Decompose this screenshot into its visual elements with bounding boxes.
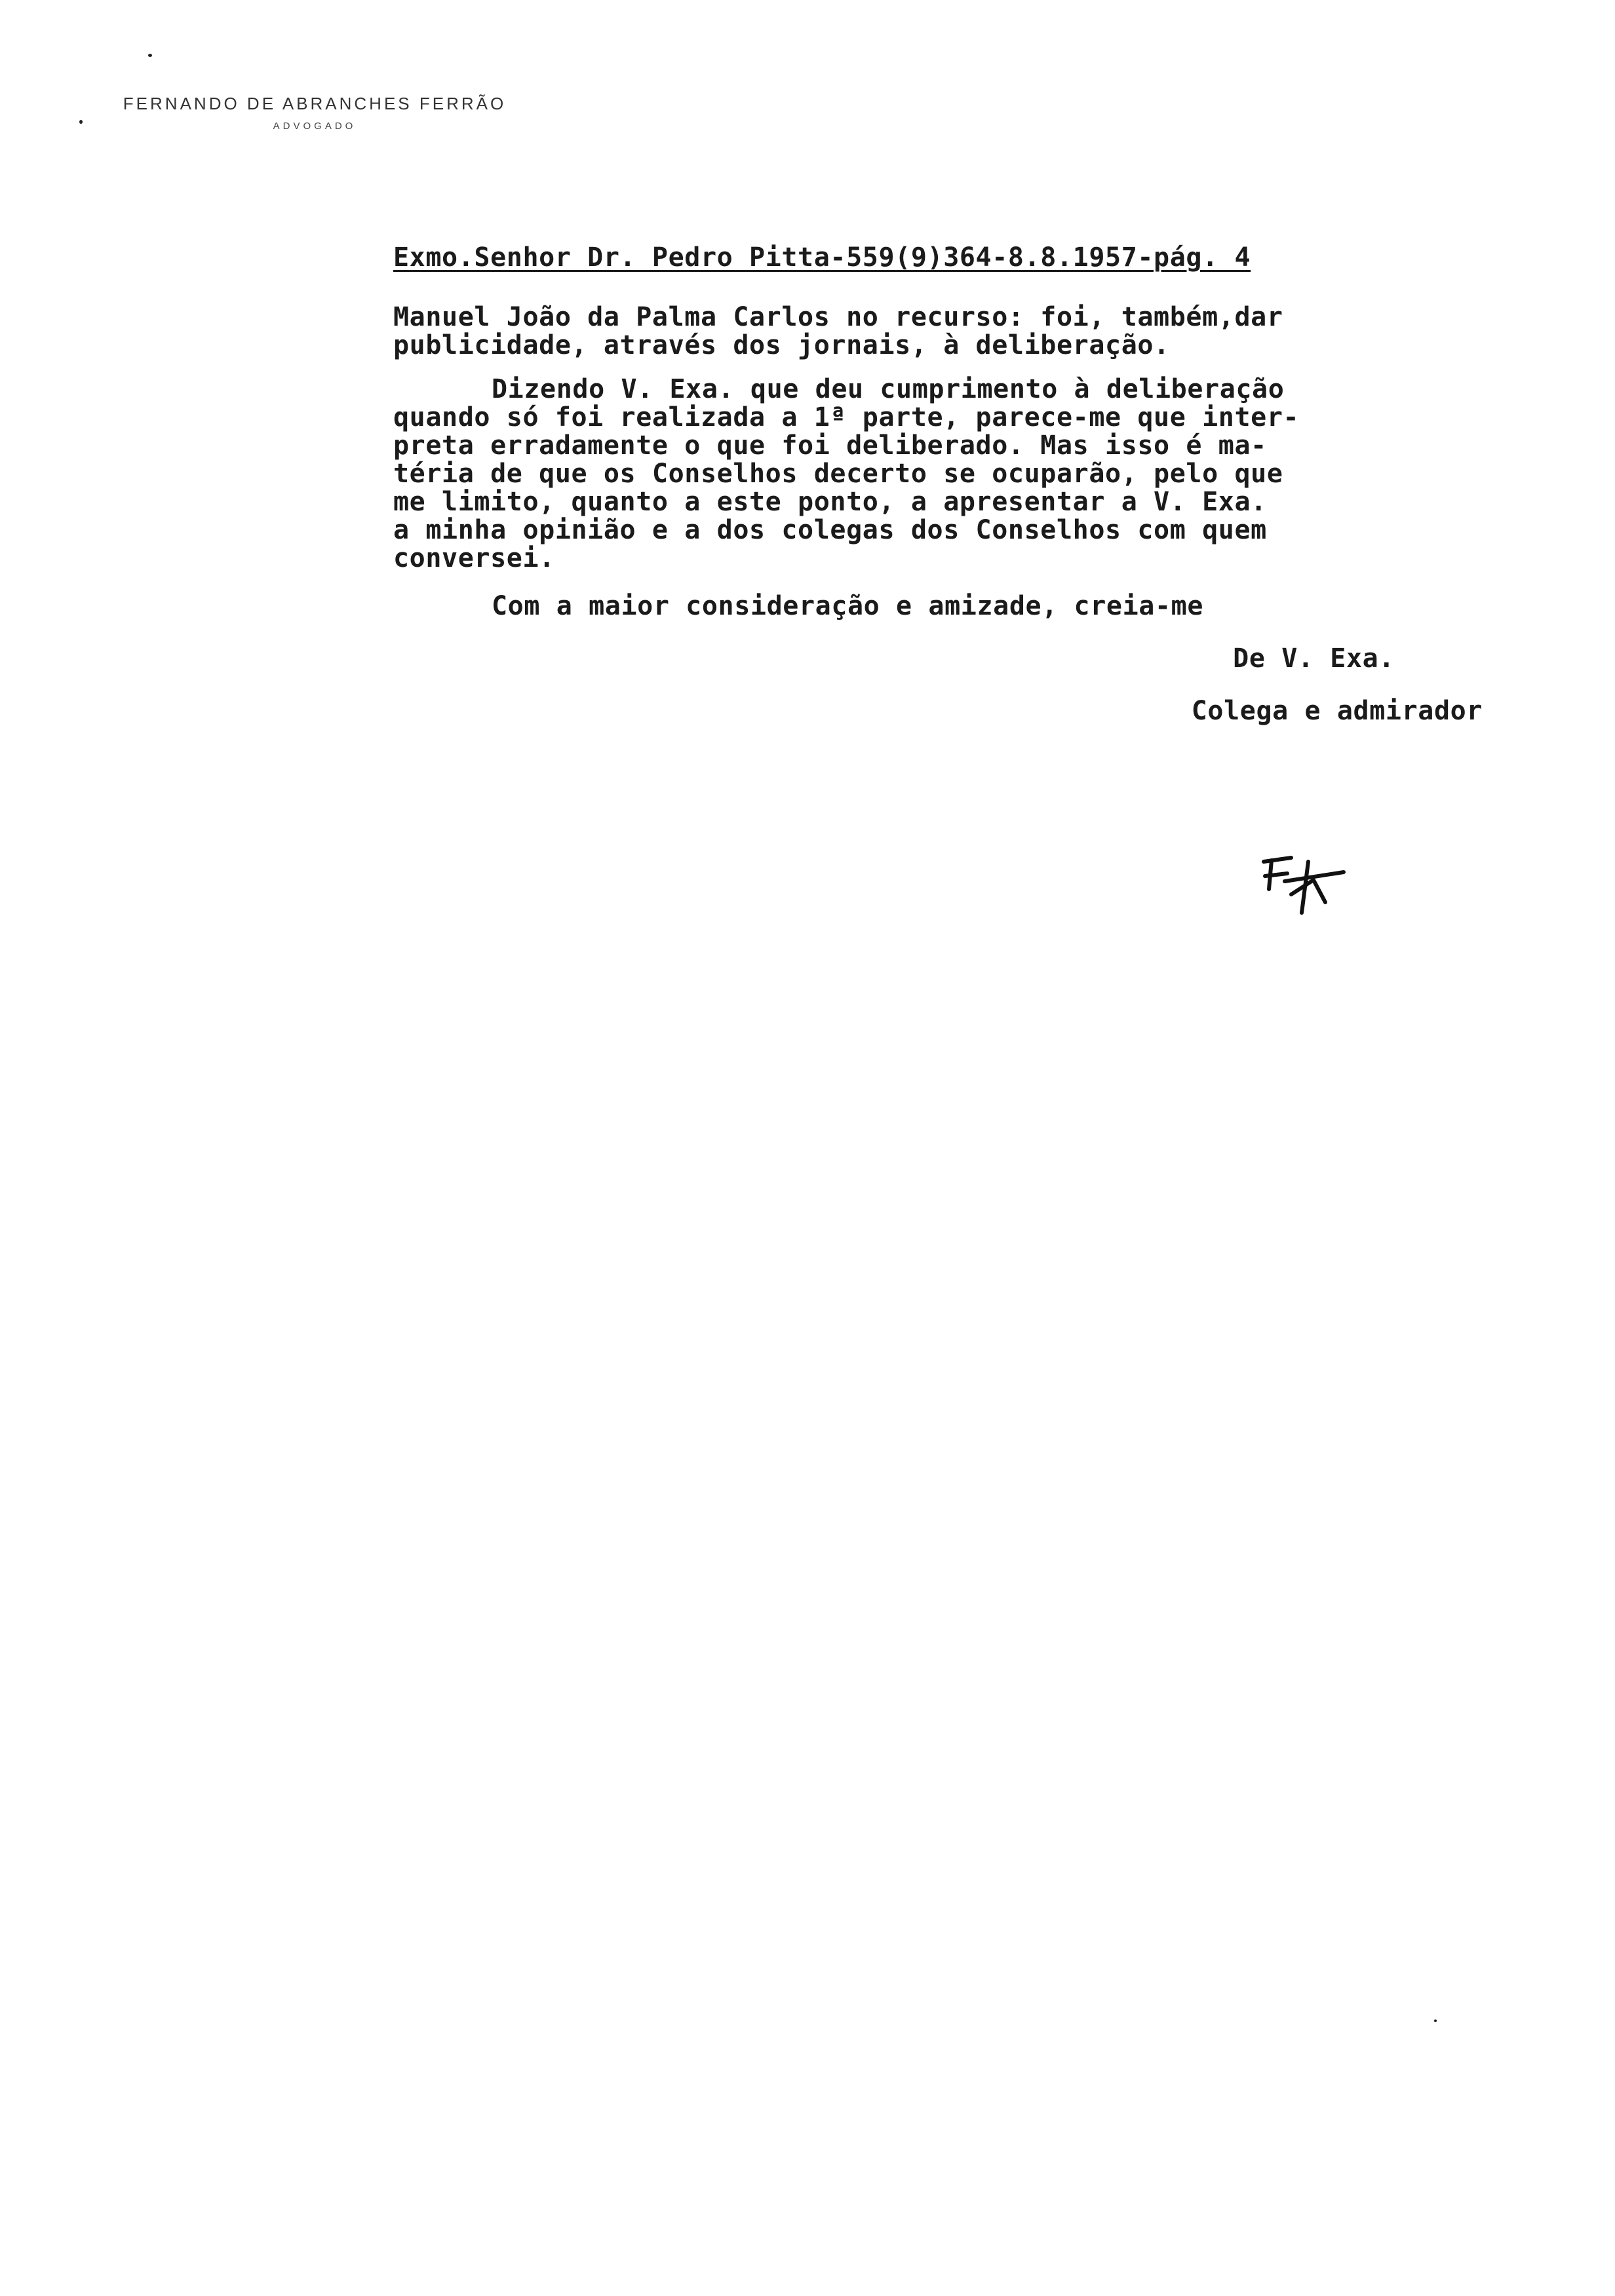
sign-off-line: De V. Exa. (1233, 643, 1395, 674)
paragraph-1 (393, 303, 1508, 360)
closing-line: Com a maior consideração e amizade, creia-me (492, 591, 1204, 621)
text-line: Dizendo V. Exa. que deu cumprimento à deliberação (492, 374, 1285, 404)
ink-speck (1434, 2019, 1437, 2022)
ink-speck (148, 54, 152, 57)
letterhead-name: FERNANDO DE ABRANCHES FERRÃO (123, 94, 507, 113)
letterhead (98, 94, 531, 132)
text-line: a minha opinião e a dos colegas dos Conselhos com quem (393, 515, 1267, 545)
ink-speck (79, 120, 83, 124)
paragraph-2 (393, 375, 1508, 573)
text-line: me limito, quanto a este ponto, a apresentar a V. Exa. (393, 487, 1267, 517)
text-line: publicidade, através dos jornais, à deliberação. (393, 330, 1170, 360)
text-line: Manuel João da Palma Carlos no recurso: foi, também,dar (393, 302, 1283, 332)
letter-body (393, 244, 1508, 725)
text-line: quando só foi realizada a 1ª parte, parece-me que inter- (393, 402, 1300, 432)
text-line: preta erradamente o que foi deliberado. Mas isso é ma- (393, 430, 1267, 461)
sign-off-line: Colega e admirador (1191, 696, 1483, 726)
text-line: téria de que os Conselhos decerto se ocuparão, pelo que (393, 459, 1283, 489)
letter-heading: Exmo.Senhor Dr. Pedro Pitta-559(9)364-8.8.1957-pág. 4 (393, 242, 1251, 273)
handwritten-signature (1245, 842, 1363, 921)
letterhead-role: ADVOGADO (273, 121, 357, 132)
text-line: conversei. (393, 543, 555, 573)
